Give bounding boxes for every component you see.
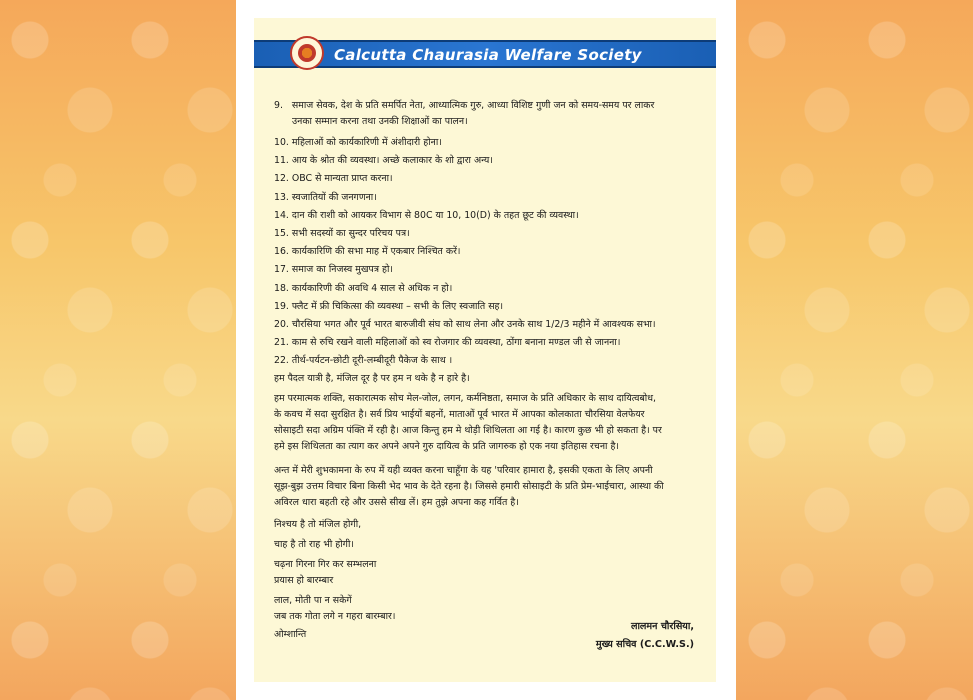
signatory-role: मुख्य सचिव (C.C.W.S.) [595,639,694,650]
list-item [274,225,702,243]
paragraph-line: हम परमात्मक शक्ति, सकारात्मक सोच मेल-जोल, लगन, कर्मनिष्ठता, समाज के प्रति अधिकार के साथ दायित्वबोध, [274,392,656,404]
item-text: काम से रुचि रखने वाली महिलाओं को स्व रोजगार की व्यवस्था, ठोंगा बनाना मण्डल जी से जानना। [291,337,621,349]
list-item [274,352,702,370]
signatory-name: लालमन चौरसिया, [630,621,694,632]
poem-line: ओम्शान्ति [274,628,307,640]
item-number: 11. [274,155,289,167]
poem-line: लाल, मोती पा न सकेगें [274,594,352,606]
society-logo [290,36,324,70]
item-number: 17. [274,264,289,276]
item-text: आय के श्रोत की व्यवस्था। अच्छे कलाकार के शो द्वारा अन्य। [291,155,493,167]
paragraph-line: अविरल धारा बहती रहे और उससे सीख लें। हम तुझे अपना कह गर्वित है। [274,496,519,508]
signature-block [534,618,694,654]
list-item [274,298,702,316]
item-number: 12. [274,173,289,185]
item-text: फ्लैट में फ्री चिकित्सा की व्यवस्था – सभी के लिए स्वजाति सह। [291,300,504,312]
item-number: 14. [274,209,289,221]
poem-line: निश्चय है तो मंजिल होगी, [274,518,362,530]
item-number: 20. [274,318,289,330]
list-item [274,152,702,170]
item-text: सभी सदस्यों का सुन्दर परिचय पत्र। [291,227,410,239]
decorative-background-right [737,0,973,700]
list-item [274,280,702,298]
item-text: उनका सम्मान करना तथा उनकी शिक्षाओं का पालन। [292,116,468,127]
list-item [274,243,702,261]
item-text: समाज का निजस्व मुखपत्र हो। [291,264,393,276]
list-item [274,134,702,152]
list-item [274,316,702,334]
list-item [274,189,702,207]
item-number: 16. [274,246,289,258]
item-text: चौरसिया भगत और पूर्व भारत बारुजीवी संघ को साथ लेना और उनके साथ 1/2/3 महीने में आवश्यक सभा। [291,318,656,330]
paragraph-line: के कवच में सदा सुरक्षित है। सर्व प्रिय भाईयों बहनों, माताओं पूर्व भारत में आपका कोलकाता चौरसिया वेलफेयर [274,408,645,420]
paragraph-line: अन्त में मेरी शुभकामना के रुप में यही व्यक्त करना चाहूँगा के यह 'परिवार हामारा है, इसकी एकता के लिए अपनी [274,464,653,476]
item-text: स्वजातियों की जनगणना। [291,191,377,203]
paragraph-line: सोसाइटी सदा अग्रिम पंक्ति में रही है। आज किन्तु हम मे थोड़ी शिथिलता आ गई है। कारण कुछ भी हो सकता है। पर [274,424,662,436]
list-item [274,98,702,134]
decorative-background-left [0,0,236,700]
poem-line: चाह है तो राह भी होगी। [274,538,354,550]
paragraph-line: हमे इस शिथिलता का त्याग कर अपने अपने गुरु दायित्व के प्रति जागरुक हो एक नया इतिहास रचना है। [274,440,619,452]
item-text: कार्यकारिणि की सभा माह में एकबार निश्चित करें। [291,246,461,258]
document-sheet [254,18,716,682]
item-text: समाज सेवक, देश के प्रति समर्पित नेता, आध्यात्मिक गुरु, आध्या विशिष्ट गुणी जन को समय-समय पर लाकर [291,100,655,111]
closing-paragraph-2 [274,463,702,511]
item-text: महिलाओं को कार्यकारिणी में अंशीदारी होना। [291,137,442,148]
paragraph-line: सूझ-बुझ उत्तम विचार बिना किसी भेद भाव के देते रहना है। जिससे हमारी सोसाइटी के प्रति प्रेम-भाईचारा, आस्था की [274,480,664,492]
poem-line: जब तक गोता लगे न गहरा बारम्बार। [274,610,396,622]
item-text: कार्यकारिणी की अवधि 4 साल से अधिक न हो। [291,282,453,294]
poem-line: प्रयास हो बारम्बार [274,574,334,586]
item-number: 13. [274,191,289,203]
poem-line: चढ़ना गिरना गिर कर सम्भलना [274,558,377,570]
item-number: 15. [274,227,289,239]
item-text: OBC से मान्यता प्राप्त करना। [291,173,393,185]
item-number: 9. [274,100,283,111]
list-item [274,261,702,279]
closing-paragraph-1 [274,391,702,455]
logo-emblem-icon [298,44,316,62]
tagline: हम पैदल यात्री है, मंजिल दूर है पर हम न थके है न हारे है। [274,373,470,385]
item-text: दान की राशी को आयकर विभाग से 80C या 10, 10(D) के तहत छूट की व्यवस्था। [291,209,579,221]
list-item [274,207,702,225]
item-text: तीर्थ-पर्यटन-छोटी दूरी-लम्बीदूरी पैकेज के साथ । [291,355,453,367]
item-number: 10. [274,137,289,148]
list-item [274,170,702,188]
society-title: Calcutta Chaurasia Welfare Society [334,46,642,64]
item-number: 18. [274,282,289,294]
document-body [274,98,702,643]
document-page [236,0,736,700]
item-number: 21. [274,337,289,349]
item-number: 22. [274,355,289,367]
item-number: 19. [274,300,289,312]
list-item [274,334,702,352]
